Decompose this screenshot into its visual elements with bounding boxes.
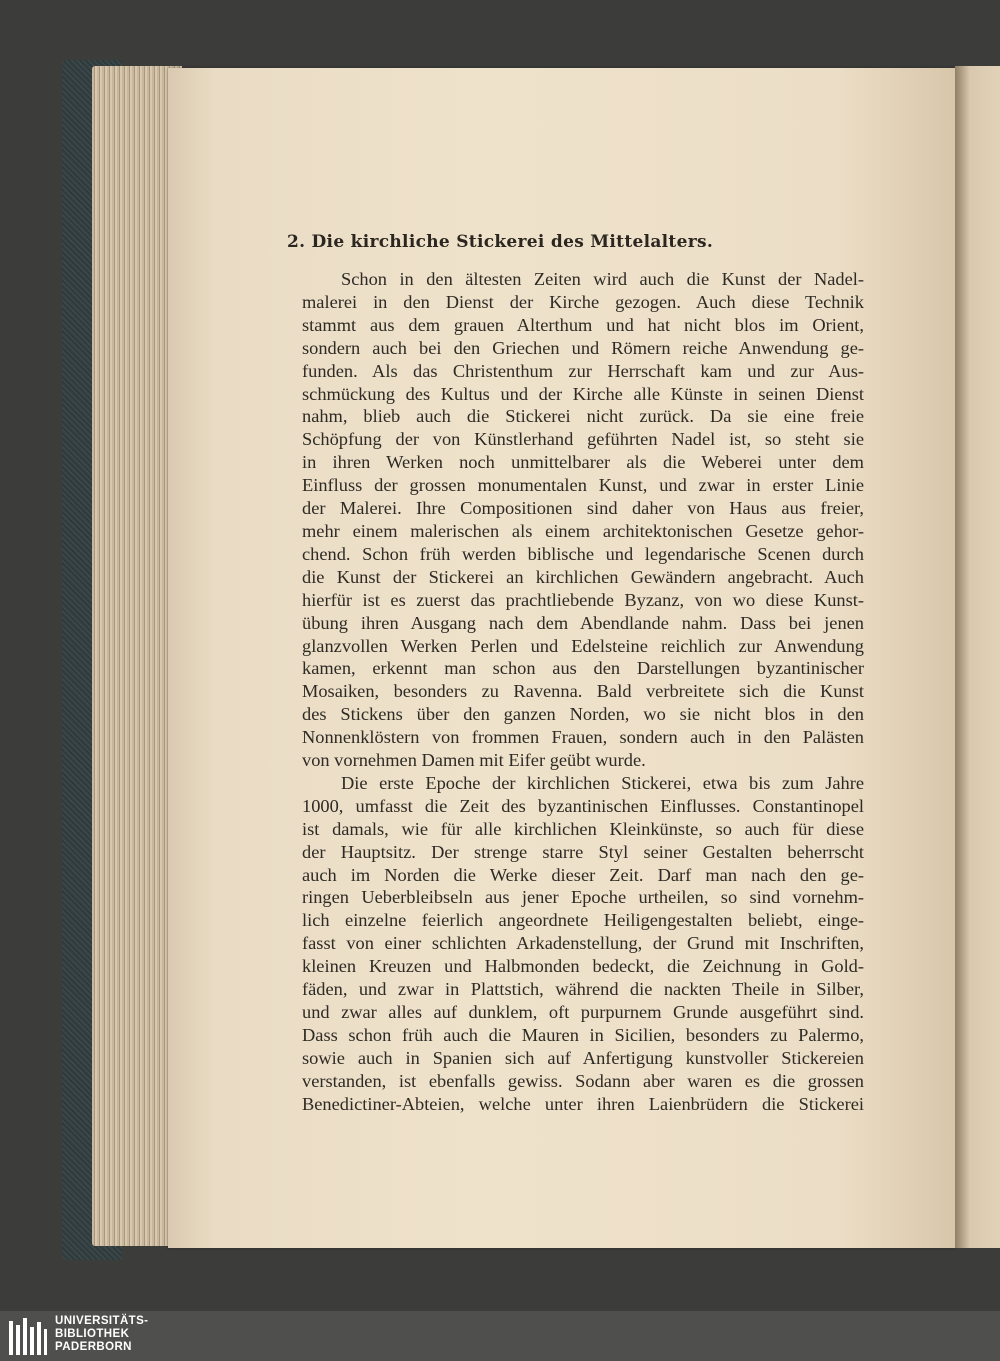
text-line: Die erste Epoche der kirchlichen Stickerei, etwa bis zum Jahre [341, 772, 864, 793]
library-footer [0, 1311, 1000, 1361]
text-line: 1000, umfasst die Zeit des byzantinischen Einflusses. Constantinopel [302, 795, 864, 816]
text-line: ringen Ueberbleibseln aus jener Epoche urtheilen, so sind vornehm- [302, 887, 864, 908]
text-line: ist damals, wie für alle kirchlichen Kleinkünste, so auch für diese [302, 818, 864, 839]
text-line: funden. Als das Christenthum zur Herrschaft kam und zur Aus- [302, 360, 864, 381]
library-name-line: UNIVERSITÄTS- [55, 1315, 149, 1327]
text-line: nahm, blieb auch die Stickerei nicht zurück. Da sie eine freie [302, 406, 864, 427]
text-line: schmückung des Kultus und der Kirche alle Künste in seinen Dienst [302, 383, 864, 404]
text-line: Schon in den ältesten Zeiten wird auch die Kunst der Nadel- [341, 269, 864, 289]
text-line: lich einzelne feierlich angeordnete Heiligengestalten beliebt, einge- [302, 910, 864, 931]
text-line: der Malerei. Ihre Compositionen sind daher von Haus aus freier, [302, 498, 864, 519]
university-library-logo-icon [6, 1315, 50, 1359]
text-line: glanzvollen Werken Perlen und Edelsteine reichlich zur Anwendung [302, 635, 864, 656]
text-line: chend. Schon früh werden biblische und legendarische Scenen durch [302, 543, 864, 564]
text-line: sondern auch bei den Griechen und Römern reiche Anwendung ge- [302, 337, 864, 358]
text-line: hierfür ist es zuerst das prachtliebende Byzanz, von wo diese Kunst- [302, 589, 864, 610]
text-line: des Stickens über den ganzen Norden, wo sie nicht blos in den [302, 704, 864, 725]
library-name [55, 1315, 148, 1354]
section-heading: 2. Die kirchliche Stickerei des Mittelalters. [286, 232, 714, 252]
text-line: übung ihren Ausgang nach dem Abendlande nahm. Dass bei jenen [302, 612, 864, 633]
library-name-line: BIBLIOTHEK [55, 1328, 130, 1340]
text-line: Mosaiken, besonders zu Ravenna. Bald verbreitete sich die Kunst [302, 681, 864, 702]
text-line: Dass schon früh auch die Mauren in Sicilien, besonders zu Palermo, [302, 1024, 864, 1045]
text-line: Nonnenklöstern von frommen Frauen, sondern auch in den Palästen [302, 727, 864, 748]
text-line: verstanden, ist ebenfalls gewiss. Sodann aber waren es die grossen [302, 1070, 864, 1091]
text-line: von vornehmen Damen mit Eifer geübt wurde. [302, 750, 646, 771]
text-line: kamen, erkennt man schon aus den Darstellungen byzantinischer [302, 658, 864, 679]
text-line: die Kunst der Stickerei an kirchlichen Gewändern angebracht. Auch [302, 566, 864, 587]
text-line: malerei in den Dienst der Kirche gezogen. Auch diese Technik [302, 291, 864, 312]
text-line: Schöpfung der von Künstlerhand geführten Nadel ist, so steht sie [302, 429, 864, 450]
text-line: Einfluss der grossen monumentalen Kunst, und zwar in erster Linie [302, 475, 864, 496]
text-line: kleinen Kreuzen und Halbmonden bedeckt, die Zeichnung in Gold- [302, 956, 864, 977]
library-name-line: PADERBORN [55, 1341, 132, 1353]
text-line: in ihren Werken noch unmittelbarer als die Weberei unter dem [302, 452, 864, 473]
text-line: auch im Norden die Werke dieser Zeit. Darf man nach den ge- [302, 864, 864, 885]
text-line: fäden, und zwar in Plattstich, während die nackten Theile in Silber, [302, 979, 864, 1000]
text-line: und zwar alles auf dunklem, oft purpurnem Grunde ausgeführt sind. [302, 1002, 864, 1022]
text-line: sowie auch in Spanien sich auf Anfertigung kunstvoller Stickereien [302, 1047, 864, 1068]
body-text [302, 268, 864, 1116]
text-line: mehr einem malerischen als einem architektonischen Gesetze gehor- [302, 520, 864, 541]
text-line: stammt aus dem grauen Alterthum und hat nicht blos im Orient, [302, 314, 864, 335]
text-line: Benedictiner-Abteien, welche unter ihren Laienbrüdern die Stickerei [302, 1093, 864, 1114]
text-line: fasst von einer schlichten Arkadenstellung, der Grund mit Inschriften, [302, 933, 864, 954]
text-line: der Hauptsitz. Der strenge starre Styl seiner Gestalten beherrscht [302, 841, 864, 862]
